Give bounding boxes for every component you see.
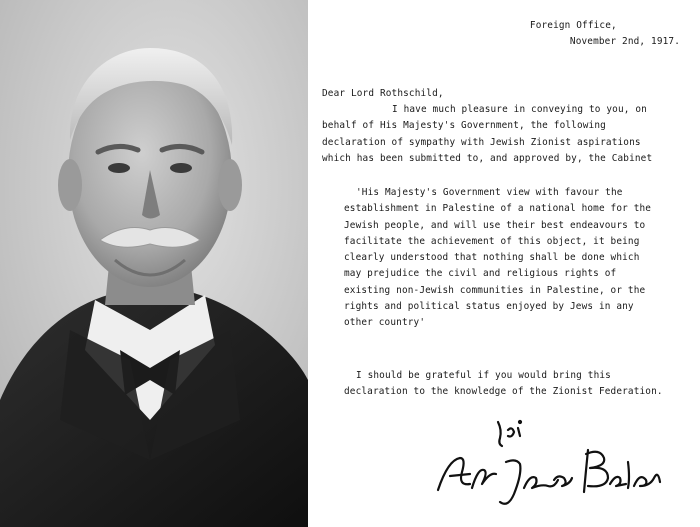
intro-line: behalf of His Majesty's Government, the following (322, 120, 606, 132)
letter-dateline (530, 18, 680, 51)
intro-line: which has been submitted to, and approved by, the Cabinet (322, 152, 653, 164)
handwritten-signature (428, 410, 668, 510)
intro-line: I have much pleasure in conveying to you, on (392, 104, 647, 115)
declaration-line: existing non-Jewish communities in Palestine, or the (344, 284, 646, 296)
closing-line: I should be grateful if you would bring this (356, 370, 611, 381)
declaration-line: other country' (344, 317, 426, 329)
declaration-line: establishment in Palestine of a national home for the (344, 203, 652, 215)
declaration-line: clearly understood that nothing shall be done which (344, 252, 640, 264)
portrait-illustration (0, 0, 308, 527)
portrait-photo (0, 0, 308, 527)
intro-line: declaration of sympathy with Jewish Zionist aspirations (322, 136, 641, 148)
closing-paragraph (344, 368, 663, 401)
declaration-line: rights and political status enjoyed by Jews in any (344, 301, 634, 313)
letter-date: November 2nd, 1917. (569, 36, 680, 48)
intro-paragraph (322, 102, 692, 167)
salutation: Dear Lord Rothschild, (322, 88, 444, 99)
closing-line: declaration to the knowledge of the Zionist Federation. (344, 386, 663, 398)
sender-office: Foreign Office, (529, 20, 617, 31)
balfour-letter (308, 0, 700, 527)
declaration-line: Jewish people, and will use their best endeavours to (344, 219, 646, 231)
declaration-line: 'His Majesty's Government view with favour the (356, 187, 623, 198)
declaration-line: may prejudice the civil and religious rights of (344, 268, 617, 280)
declaration-paragraph (344, 185, 696, 332)
declaration-line: facilitate the achievement of this object, it being (344, 235, 640, 247)
